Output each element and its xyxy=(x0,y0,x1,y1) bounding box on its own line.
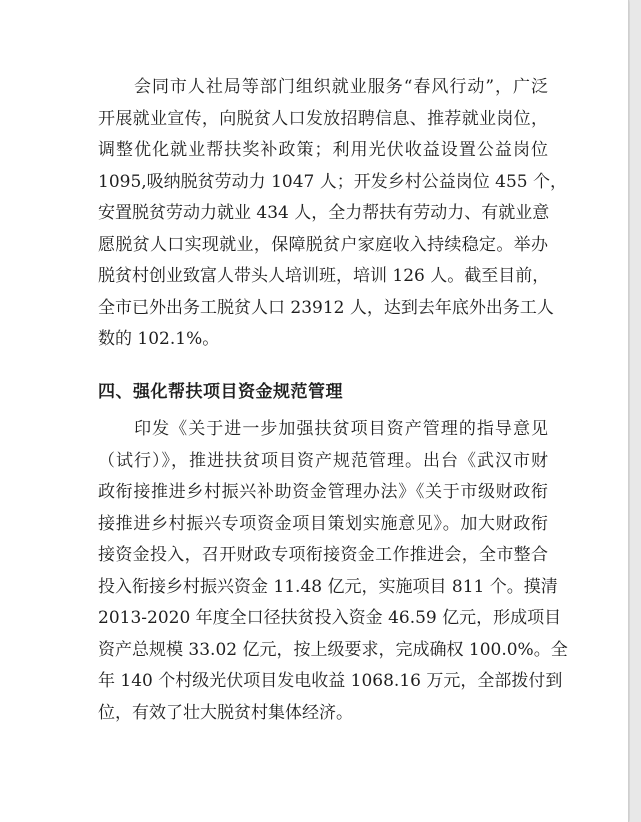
paragraph-fund-management xyxy=(98,414,568,729)
paragraph-line: 印发《关于进一步加强扶贫项目资产管理的指导意见 xyxy=(98,419,548,439)
paragraph-line: 数的 102.1%。 xyxy=(98,329,220,349)
paragraph-line: （试行）》，推进扶贫项目资产规范管理。出台《武汉市财 xyxy=(98,450,548,471)
paragraph-line: 位，有效了壮大脱贫村集体经济。 xyxy=(98,702,353,723)
section-heading: 四、强化帮扶项目资金规范管理 xyxy=(98,382,343,402)
paragraph-line: 开展就业宣传，向脱贫人口发放招聘信息、推荐就业岗位， xyxy=(98,108,548,129)
paragraph-line: 1095,吸纳脱贫劳动力 1047 人；开发乡村公益岗位 455 个， xyxy=(98,171,567,192)
paragraph-line: 脱贫村创业致富人带头人培训班，培训 126 人。截至目前， xyxy=(98,266,550,286)
paragraph-line: 资产总规模 33.02 亿元，按上级要求，完成确权 100.0%。全 xyxy=(98,639,568,660)
paragraph-line: 会同市人社局等部门组织就业服务“春风行动”，广泛 xyxy=(98,77,548,97)
paragraph-line: 全市已外出务工脱贫人口 23912 人，达到去年底外出务工人 xyxy=(98,297,554,318)
paragraph-line: 接推进乡村振兴专项资金项目策划实施意见》。加大财政衔 xyxy=(98,513,548,534)
paragraph-line: 2013-2020 年度全口径扶贫投入资金 46.59 亿元，形成项目 xyxy=(98,608,562,628)
paragraph-line: 年 140 个村级光伏项目发电收益 1068.16 万元，全部拨付到 xyxy=(98,671,563,691)
paragraph-line: 调整优化就业帮扶奖补政策；利用光伏收益设置公益岗位 xyxy=(98,140,548,160)
paragraph-line: 愿脱贫人口实现就业，保障脱贫户家庭收入持续稳定。举办 xyxy=(98,234,548,255)
paragraph-line: 政衔接推进乡村振兴补助资金管理办法》《关于市级财政衔 xyxy=(98,482,548,502)
paragraph-employment xyxy=(98,72,567,356)
viewer-background-edge xyxy=(630,0,641,822)
paragraph-line: 投入衔接乡村振兴资金 11.48 亿元，实施项目 811 个。摸清 xyxy=(98,576,558,597)
paragraph-line: 接资金投入，召开财政专项衔接资金工作推进会，全市整合 xyxy=(98,545,548,565)
paragraph-line: 安置脱贫劳动力就业 434 人，全力帮扶有劳动力、有就业意 xyxy=(98,203,550,223)
